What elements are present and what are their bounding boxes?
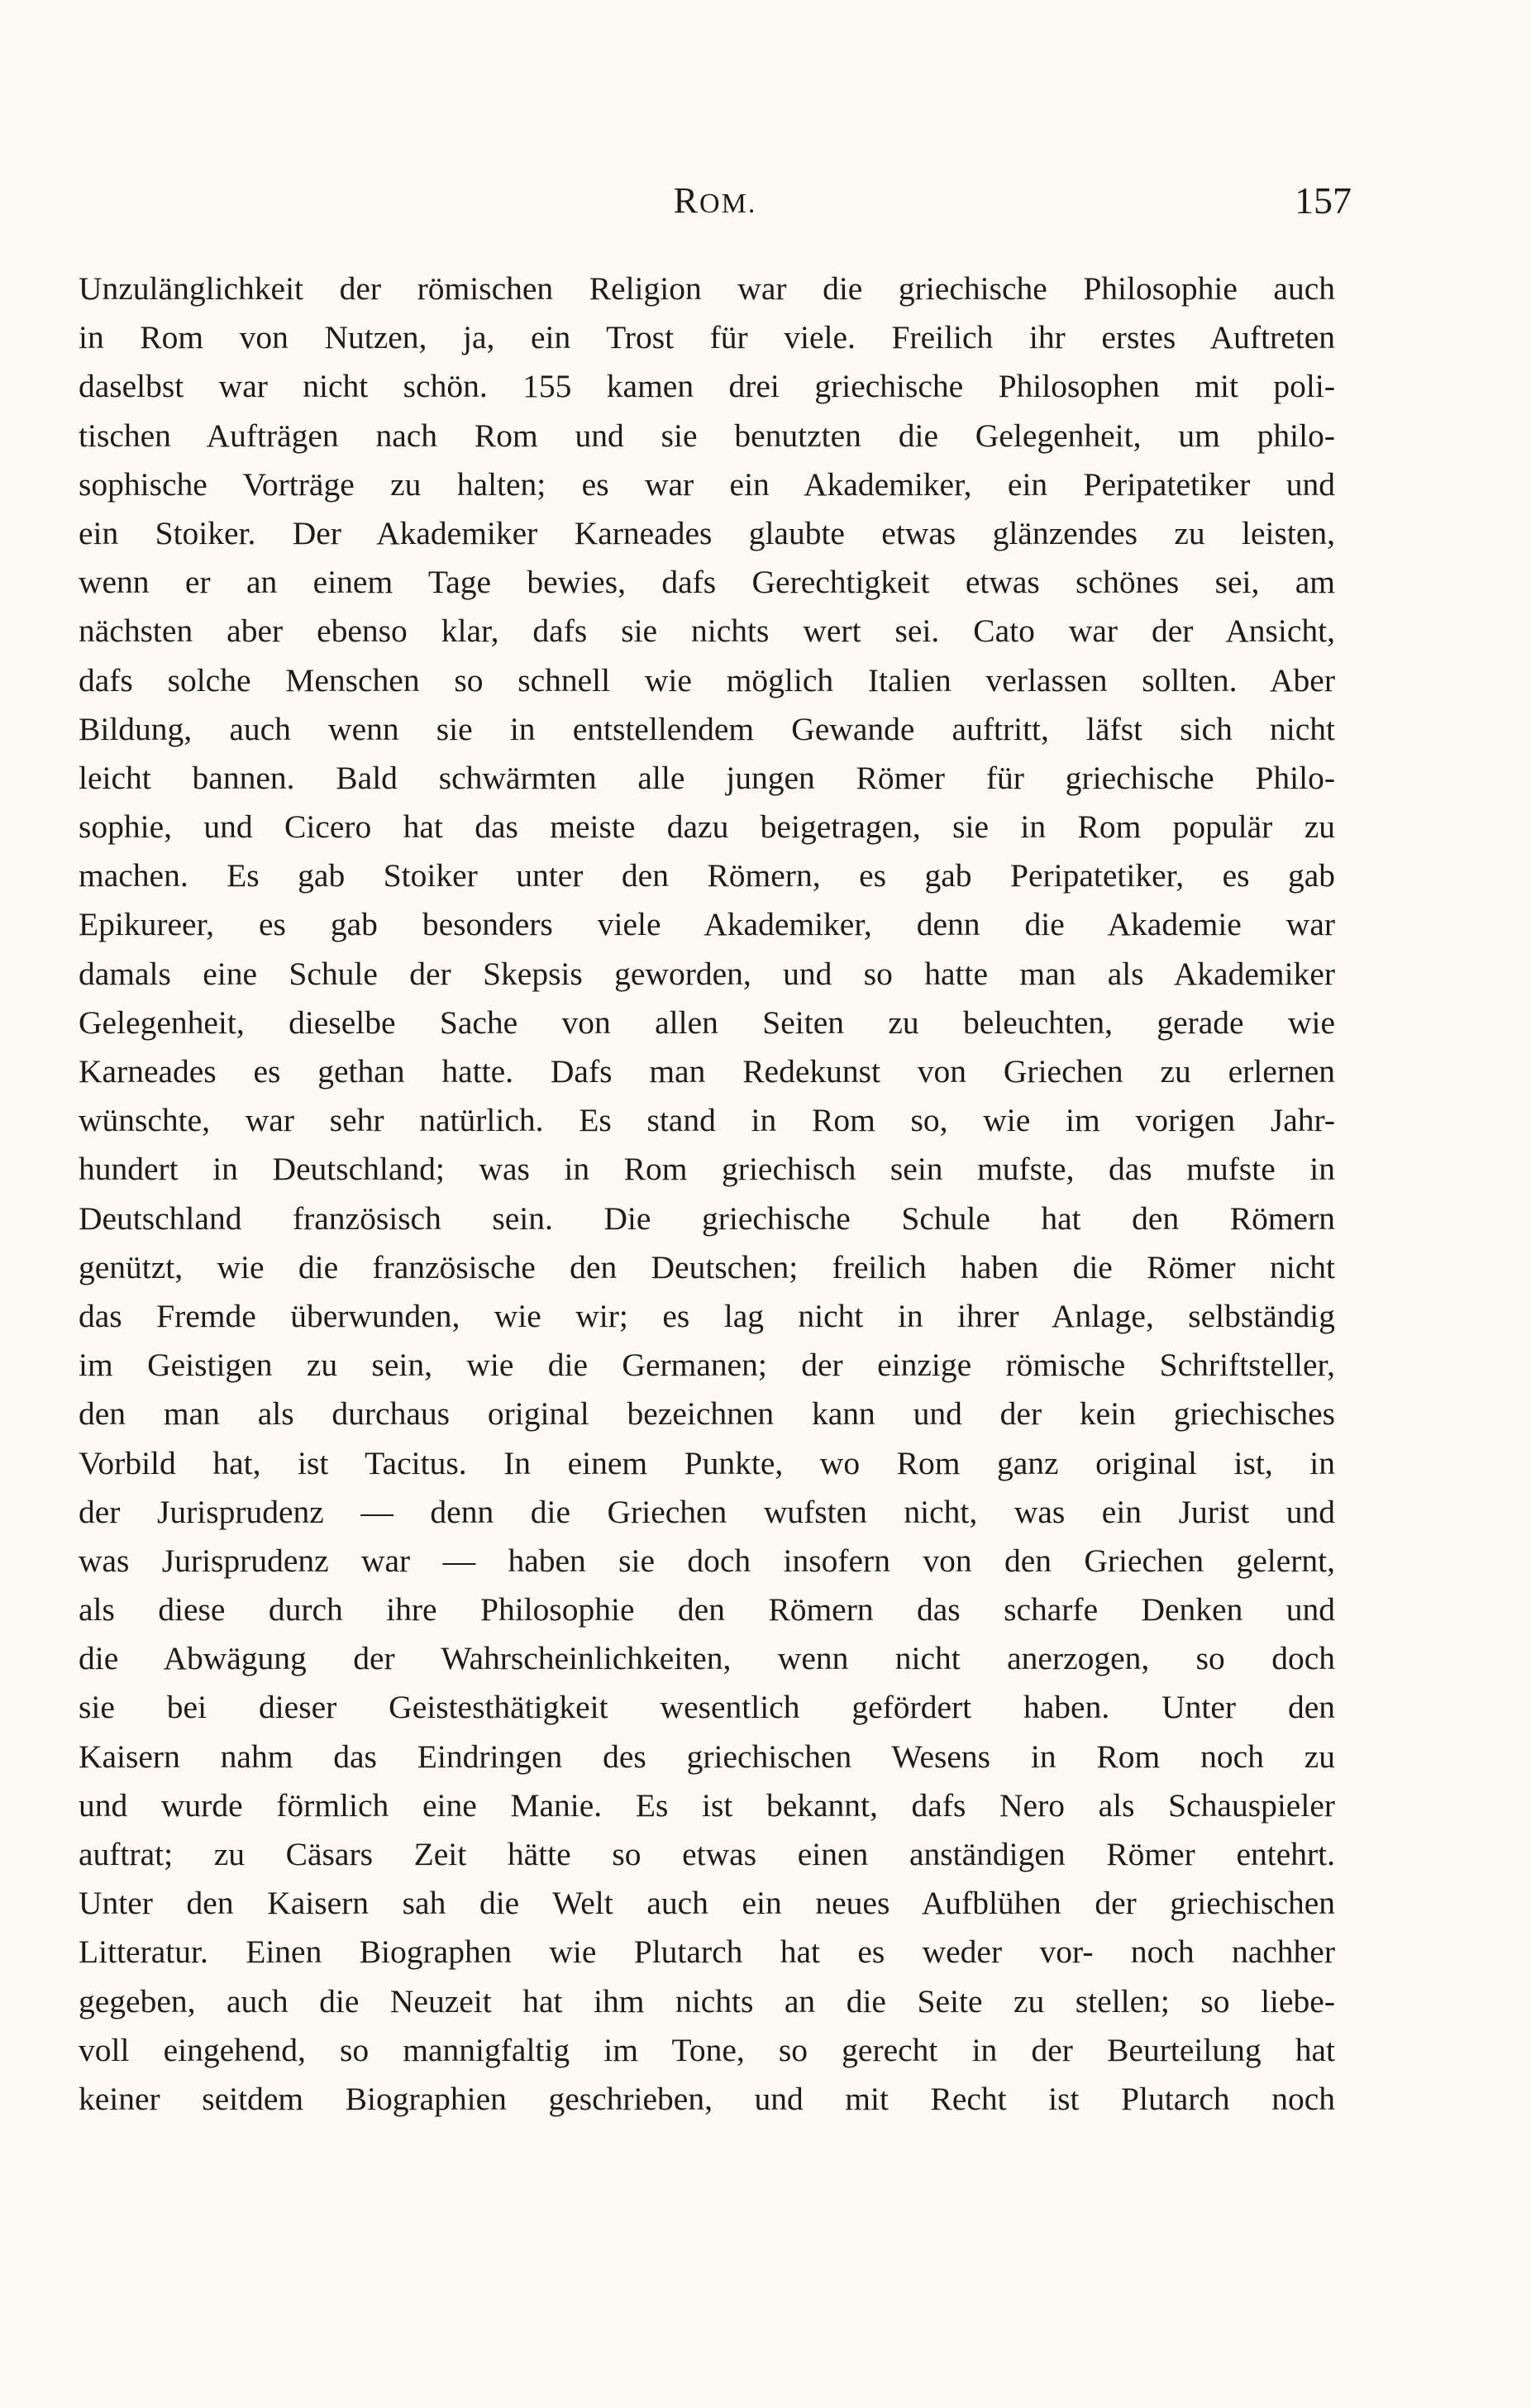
- text-line: Gelegenheit, dieselbe Sache von allen Seiten zu beleuchten, gerade wie: [79, 1004, 1335, 1041]
- text-line: Litteratur. Einen Biographen wie Plutarch hat es weder vor- noch nachher: [79, 1934, 1335, 1971]
- text-line: sophie, und Cicero hat das meiste dazu beigetragen, sie in Rom populär zu: [79, 808, 1335, 846]
- text-line: voll eingehend, so mannigfaltig im Tone, so gerecht in der Beurteilung hat: [79, 2031, 1335, 2068]
- text-line: Kaisern nahm das Eindringen des griechischen Wesens in Rom noch zu: [79, 1738, 1335, 1775]
- text-line: die Abwägung der Wahrscheinlichkeiten, wenn nicht anerzogen, so doch: [79, 1640, 1335, 1677]
- text-line: in Rom von Nutzen, ja, ein Trost für viele. Freilich ihr erstes Auftreten: [79, 319, 1335, 356]
- text-line: daselbst war nicht schön. 155 kamen drei griechische Philosophen mit poli-: [79, 368, 1335, 405]
- text-line: als diese durch ihre Philosophie den Römern das scharfe Denken und: [79, 1591, 1335, 1628]
- text-line: nächsten aber ebenso klar, dafs sie nichts wert sei. Cato war der Ansicht,: [79, 613, 1335, 650]
- running-title: [79, 176, 1352, 229]
- text-line: hundert in Deutschland; was in Rom griechisch sein mufste, das mufste in: [79, 1151, 1335, 1188]
- text-line: damals eine Schule der Skepsis geworden, und so hatte man als Akademiker: [79, 955, 1335, 992]
- text-line: wünschte, war sehr natürlich. Es stand in Rom so, wie im vorigen Jahr-: [79, 1102, 1335, 1139]
- text-line: genützt, wie die französische den Deutschen; freilich haben die Römer nicht: [79, 1248, 1335, 1285]
- text-line: keiner seitdem Biographien geschrieben, und mit Recht ist Plutarch noch: [79, 2080, 1335, 2117]
- text-line: Bildung, auch wenn sie in entstellendem Gewande auftritt, läfst sich nicht: [79, 710, 1335, 747]
- text-line: Epikureer, es gab besonders viele Akademiker, denn die Akademie war: [79, 906, 1335, 943]
- text-line: das Fremde überwunden, wie wir; es lag nicht in ihrer Anlage, selbständig: [79, 1297, 1335, 1334]
- running-title-rest: OM.: [699, 188, 757, 219]
- text-line: leicht bannen. Bald schwärmten alle jungen Römer für griechische Philo-: [79, 759, 1335, 796]
- text-line: machen. Es gab Stoiker unter den Römern, es gab Peripatetiker, es gab: [79, 857, 1335, 894]
- body-text: [79, 265, 1335, 2124]
- running-title-initial: R: [673, 180, 700, 221]
- text-line: auftrat; zu Cäsars Zeit hätte so etwas einen anständigen Römer entehrt.: [79, 1836, 1335, 1872]
- text-line: der Jurisprudenz — denn die Griechen wufsten nicht, was ein Jurist und: [79, 1493, 1335, 1530]
- text-line: im Geistigen zu sein, wie die Germanen; der einzige römische Schriftsteller,: [79, 1347, 1335, 1384]
- text-line: Unzulänglichkeit der römischen Religion war die griechische Philosophie auch: [79, 270, 1335, 307]
- text-line: sie bei dieser Geistesthätigkeit wesentlich gefördert haben. Unter den: [79, 1689, 1335, 1726]
- text-line: den man als durchaus original bezeichnen kann und der kein griechisches: [79, 1395, 1335, 1433]
- page-number: 157: [1295, 179, 1352, 222]
- text-line: Vorbild hat, ist Tacitus. In einem Punkte, wo Rom ganz original ist, in: [79, 1444, 1335, 1481]
- text-line: sophische Vorträge zu halten; es war ein Akademiker, ein Peripatetiker und: [79, 465, 1335, 503]
- text-line: und wurde förmlich eine Manie. Es ist bekannt, dafs Nero als Schauspieler: [79, 1786, 1335, 1824]
- text-line: Unter den Kaisern sah die Welt auch ein neues Aufblühen der griechischen: [79, 1885, 1335, 1922]
- text-line: tischen Aufträgen nach Rom und sie benutzten die Gelegenheit, um philo-: [79, 417, 1335, 454]
- text-line: was Jurisprudenz war — haben sie doch insofern von den Griechen gelernt,: [79, 1542, 1335, 1579]
- running-head: [79, 176, 1352, 226]
- text-line: dafs solche Menschen so schnell wie möglich Italien verlassen sollten. Aber: [79, 661, 1335, 699]
- text-line: wenn er an einem Tage bewies, dafs Gerechtigkeit etwas schönes sei, am: [79, 564, 1335, 601]
- text-line: gegeben, auch die Neuzeit hat ihm nichts an die Seite zu stellen; so liebe-: [79, 1982, 1335, 2019]
- text-line: ein Stoiker. Der Akademiker Karneades glaubte etwas glänzendes zu leisten,: [79, 514, 1335, 551]
- text-line: Deutschland französisch sein. Die griechische Schule hat den Römern: [79, 1199, 1335, 1237]
- text-line: Karneades es gethan hatte. Dafs man Redekunst von Griechen zu erlernen: [79, 1053, 1335, 1090]
